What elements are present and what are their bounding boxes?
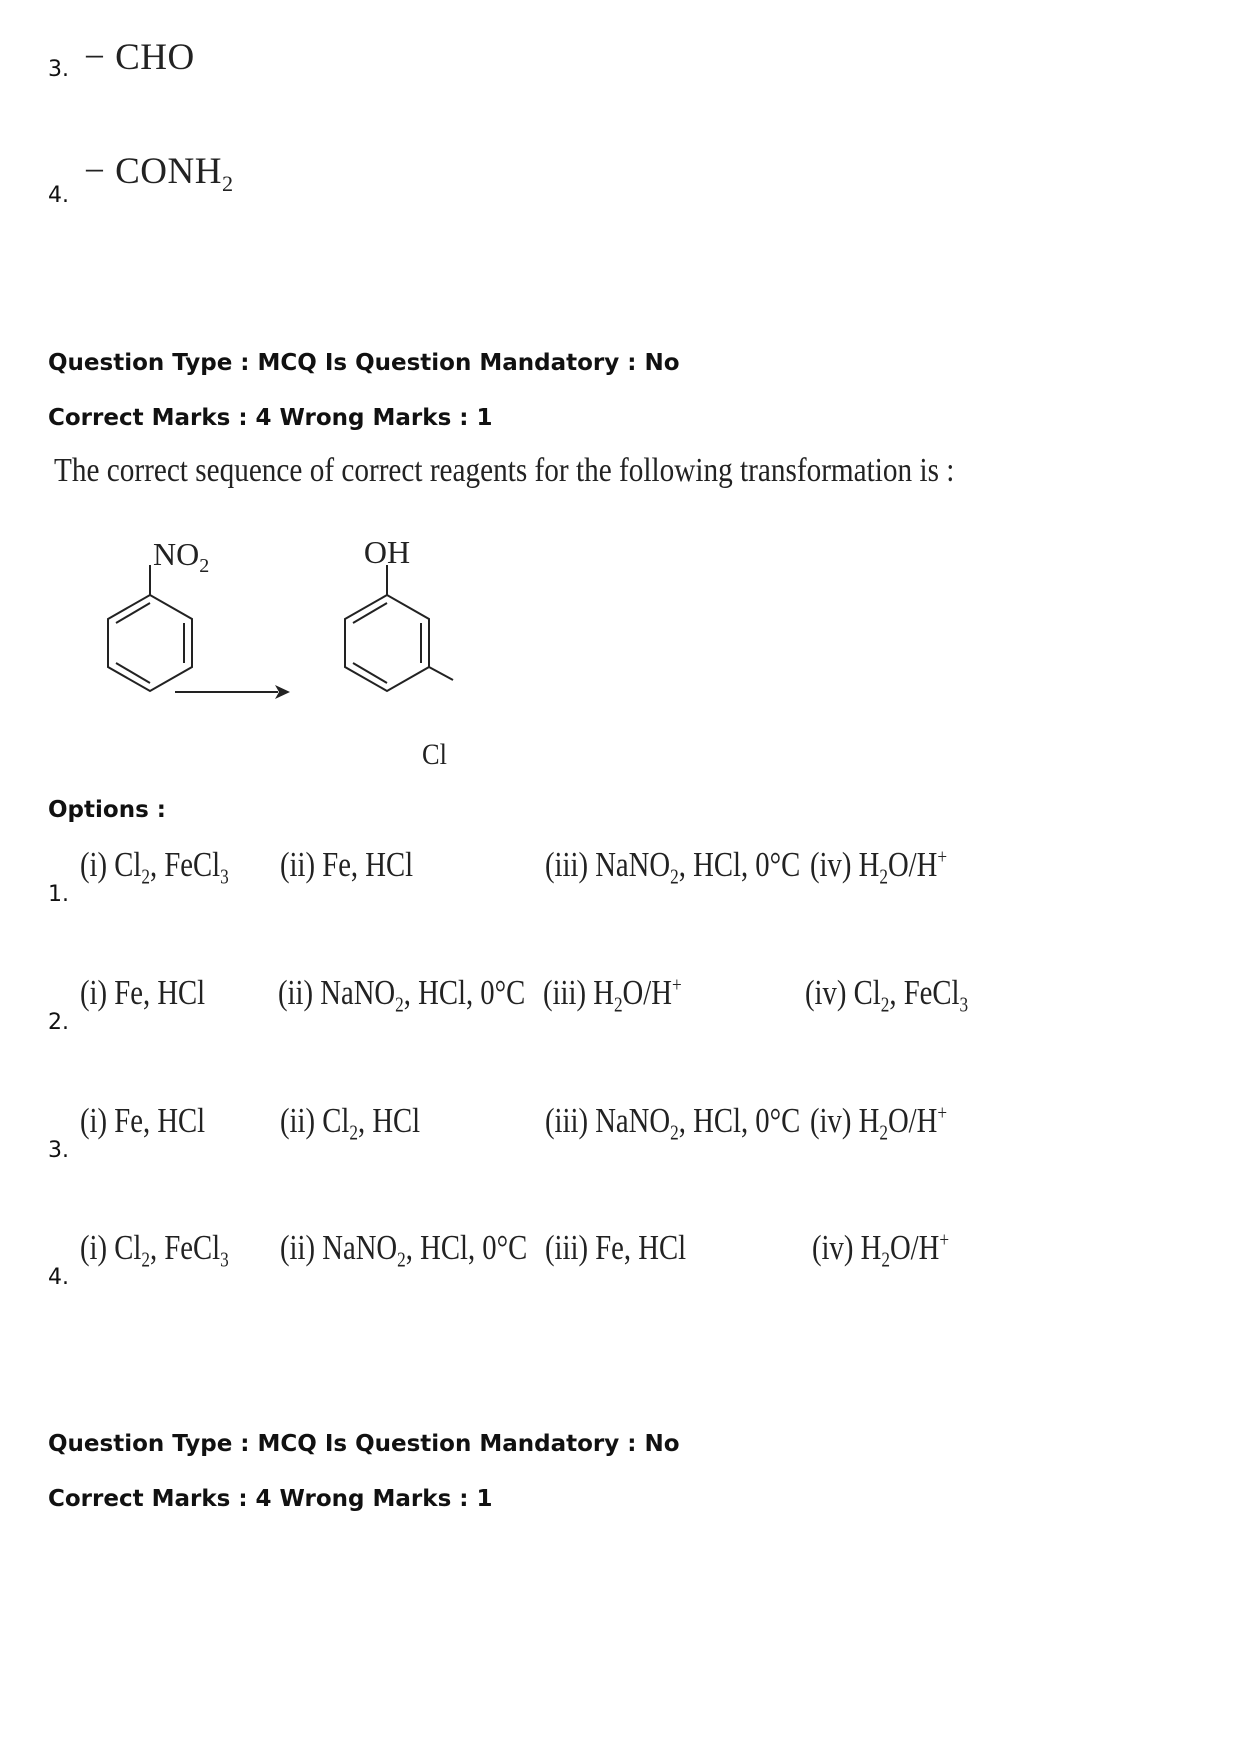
question-stem: The correct sequence of correct reagents for the following transformation is : — [54, 452, 955, 489]
formula-subscript: 2 — [221, 170, 234, 196]
chlorophenol-ring — [345, 565, 453, 691]
question-type-line: Question Type : MCQ Is Question Mandatory : No — [48, 350, 680, 376]
option-4-step-2: (ii) NaNO$_2$, HCl, 0°C — [280, 1228, 528, 1272]
option-number: 4. — [48, 183, 69, 208]
formula-text: − CONH — [84, 151, 222, 192]
option-number: 4. — [48, 1265, 69, 1290]
nitro-group-label: $NO_2$ — [153, 536, 210, 577]
option-2-step-2: (ii) NaNO$_2$, HCl, 0°C — [278, 973, 526, 1017]
option-3-step-3: (iii) NaNO$_2$, HCl, 0°C — [545, 1101, 801, 1145]
option-1-step-3: (iii) NaNO$_2$, HCl, 0°C — [545, 845, 801, 889]
option-4-step-3: (iii) Fe, HCl — [545, 1228, 687, 1267]
option-2-step-4: (iv) $Cl_2$, FeCl$_3$ — [805, 973, 969, 1017]
option-3-step-2: (ii) $Cl_2$, HCl — [280, 1101, 421, 1145]
option-formula — [84, 150, 234, 196]
option-1-step-2: (ii) Fe, HCl — [280, 845, 414, 884]
option-number: 1. — [48, 882, 69, 907]
options-heading: Options : — [48, 797, 166, 823]
reaction-diagram — [50, 530, 470, 785]
option-1-step-1: (i) $Cl_2$, FeCl$_3$ — [80, 845, 229, 889]
option-number: 2. — [48, 1010, 69, 1035]
formula-text: − CHO — [84, 37, 195, 78]
option-3-step-4: (iv) $H_2O/H^+$ — [810, 1100, 948, 1145]
option-2-step-3: (iii) $H_2O/H^+$ — [543, 972, 682, 1017]
option-1-step-4: (iv) $H_2O/H^+$ — [810, 844, 948, 889]
hydroxyl-group-label: OH — [363, 534, 411, 570]
marks-line: Correct Marks : 4 Wrong Marks : 1 — [48, 405, 493, 431]
option-2-step-1: (i) Fe, HCl — [80, 973, 206, 1012]
option-number: 3. — [48, 1138, 69, 1163]
chloro-label: Cl — [422, 738, 447, 771]
option-4-step-1: (i) $Cl_2$, FeCl$_3$ — [80, 1228, 229, 1272]
option-number: 3. — [48, 57, 69, 82]
option-3-step-1: (i) Fe, HCl — [80, 1101, 206, 1140]
option-formula — [84, 36, 195, 79]
nitrobenzene-ring — [108, 565, 192, 691]
option-4-step-4: (iv) $H_2O/H^+$ — [812, 1227, 950, 1272]
reaction-arrow — [175, 685, 290, 699]
question-type-line: Question Type : MCQ Is Question Mandatory : No — [48, 1431, 680, 1457]
marks-line: Correct Marks : 4 Wrong Marks : 1 — [48, 1486, 493, 1512]
